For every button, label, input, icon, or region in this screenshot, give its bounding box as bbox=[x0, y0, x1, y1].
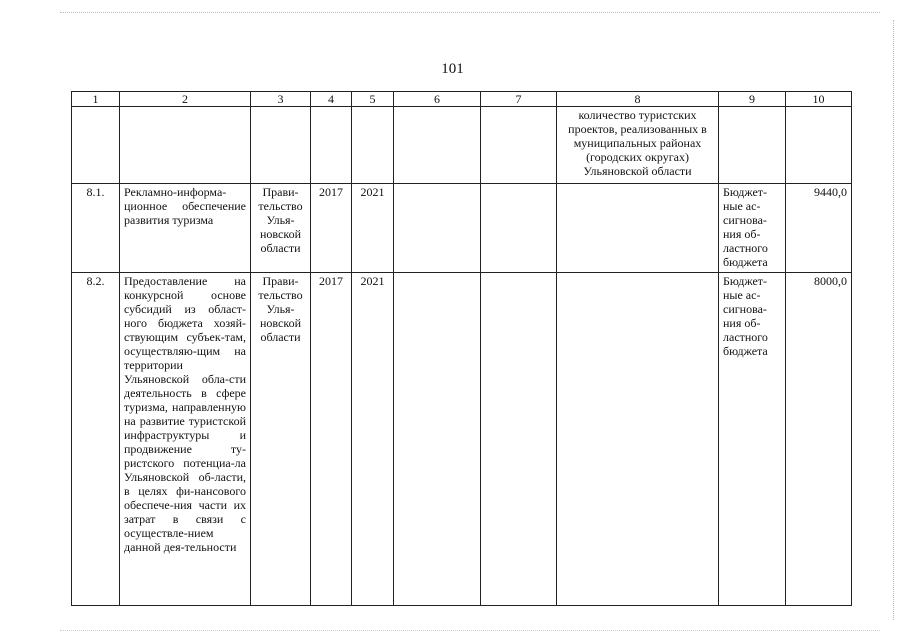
scan-edge-bottom bbox=[60, 630, 880, 631]
continuation-indicator: количество туристских проектов, реализованных в муниципальных районах (городских округах) Ульяновской области bbox=[557, 107, 719, 184]
funding-source: Бюджет-ные ас-сигнова-ния об-ластного бюджета bbox=[719, 273, 786, 606]
funding-source: Бюджет-ные ас-сигнова-ния об-ластного бюджета bbox=[719, 184, 786, 273]
table-row bbox=[72, 184, 852, 273]
funding-amount: 9440,0 bbox=[786, 184, 852, 273]
activity-name: Предоставление на конкурсной основе субсидий из област-ного бюджета хозяй-ствующим субъек-там, осуществляю-щим на территории Ульяновской обла-сти деятельность в сфере туризма, направленную на развитие туристской инфраструктуры и продвижение ту-ристского потенциа-ла Ульяновской об-ласти, в целях фи-нансового обеспече-ния части их затрат в связи с осуществле-нием данной дея-тельности bbox=[120, 273, 251, 606]
responsible-party: Прави-тельство Улья-новской области bbox=[251, 273, 311, 606]
continuation-cell-6 bbox=[394, 107, 481, 184]
activity-name: Рекламно-информа-ционное обеспечение развития туризма bbox=[120, 184, 251, 273]
start-year: 2017 bbox=[311, 273, 352, 606]
continuation-cell-10 bbox=[786, 107, 852, 184]
header-cell-3: 3 bbox=[251, 92, 311, 107]
header-cell-8: 8 bbox=[557, 92, 719, 107]
end-year: 2021 bbox=[352, 273, 394, 606]
continuation-cell-1 bbox=[72, 107, 120, 184]
continuation-row bbox=[72, 107, 852, 184]
table-row bbox=[72, 273, 852, 606]
col7-cell bbox=[481, 273, 557, 606]
continuation-cell-9 bbox=[719, 107, 786, 184]
continuation-cell-7 bbox=[481, 107, 557, 184]
header-cell-4: 4 bbox=[311, 92, 352, 107]
start-year: 2017 bbox=[311, 184, 352, 273]
header-cell-2: 2 bbox=[120, 92, 251, 107]
scan-edge-right bbox=[893, 20, 894, 620]
header-cell-5: 5 bbox=[352, 92, 394, 107]
end-year: 2021 bbox=[352, 184, 394, 273]
continuation-cell-4 bbox=[311, 107, 352, 184]
row-number: 8.2. bbox=[72, 273, 120, 606]
scan-edge-top bbox=[60, 12, 880, 13]
row-number: 8.1. bbox=[72, 184, 120, 273]
funding-amount: 8000,0 bbox=[786, 273, 852, 606]
header-row bbox=[72, 92, 852, 107]
header-cell-7: 7 bbox=[481, 92, 557, 107]
header-cell-1: 1 bbox=[72, 92, 120, 107]
col8-cell bbox=[557, 273, 719, 606]
continuation-cell-5 bbox=[352, 107, 394, 184]
col6-cell bbox=[394, 184, 481, 273]
program-table bbox=[71, 91, 852, 606]
header-cell-9: 9 bbox=[719, 92, 786, 107]
page-number: 101 bbox=[441, 61, 464, 77]
col8-cell bbox=[557, 184, 719, 273]
continuation-cell-3 bbox=[251, 107, 311, 184]
responsible-party: Прави-тельство Улья-новской области bbox=[251, 184, 311, 273]
header-cell-6: 6 bbox=[394, 92, 481, 107]
col6-cell bbox=[394, 273, 481, 606]
col7-cell bbox=[481, 184, 557, 273]
continuation-cell-2 bbox=[120, 107, 251, 184]
header-cell-10: 10 bbox=[786, 92, 852, 107]
